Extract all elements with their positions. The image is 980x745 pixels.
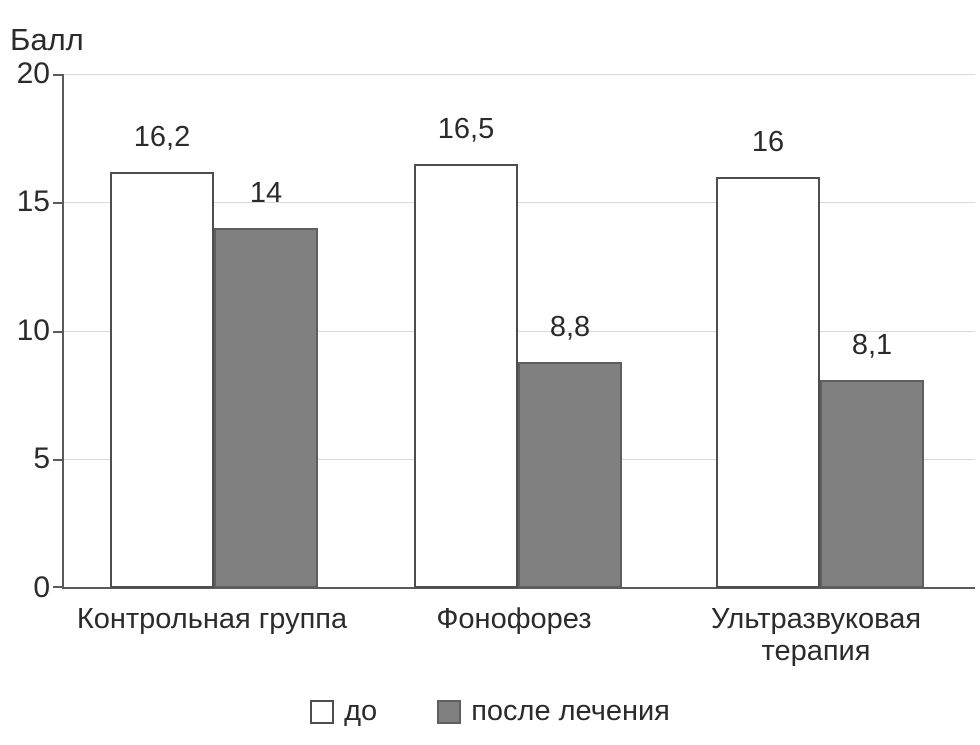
plot-area	[62, 74, 975, 588]
category-label-3-line1: Ультразвуковая	[710, 603, 922, 635]
y-axis-line	[62, 74, 64, 588]
bar-label-group1-before: 16,2	[133, 121, 191, 153]
category-label-3-line2: терапия	[761, 634, 871, 667]
category-label-2	[364, 604, 664, 636]
legend-label-before: до	[344, 695, 378, 727]
bar-group2-after	[518, 362, 622, 588]
bar-group2-before	[414, 164, 518, 588]
category-label-1	[62, 604, 362, 636]
y-tick-mark-15	[53, 202, 62, 204]
y-axis-tick-labels	[0, 57, 50, 604]
y-tick-mark-10	[53, 331, 62, 333]
bar-group1-after	[214, 228, 318, 588]
legend-item-after[interactable]	[437, 695, 670, 728]
category-label-2-line1: Фонофорез	[436, 603, 592, 635]
category-label-3	[666, 604, 966, 668]
bar-group3-before	[716, 177, 820, 588]
y-tick-mark-5	[53, 459, 62, 461]
chart-legend	[0, 695, 980, 728]
bar-label-group3-after: 8,1	[851, 329, 893, 361]
legend-label-after: после лечения	[471, 695, 670, 727]
y-tick-10: 10	[16, 314, 50, 347]
bar-label-group2-before: 16,5	[437, 113, 495, 145]
bar-group1-before	[110, 172, 214, 588]
legend-swatch-after-icon	[437, 700, 461, 724]
y-tick-20: 20	[16, 57, 50, 90]
bar-label-group2-after: 8,8	[549, 311, 591, 343]
y-axis-unit-label: Балл	[10, 22, 84, 57]
gridline-20	[62, 74, 975, 75]
y-tick-0: 0	[33, 571, 50, 604]
bar-label-group3-before: 16	[751, 126, 785, 158]
y-tick-5: 5	[33, 442, 50, 475]
y-tick-15: 15	[16, 185, 50, 218]
y-tick-mark-0	[53, 586, 62, 588]
category-label-1-line1: Контрольная группа	[76, 603, 348, 635]
bar-group3-after	[820, 380, 924, 588]
legend-swatch-before-icon	[310, 700, 334, 724]
y-tick-mark-20	[53, 74, 62, 76]
legend-item-before[interactable]	[310, 695, 377, 728]
bar-label-group1-after: 14	[249, 177, 283, 209]
